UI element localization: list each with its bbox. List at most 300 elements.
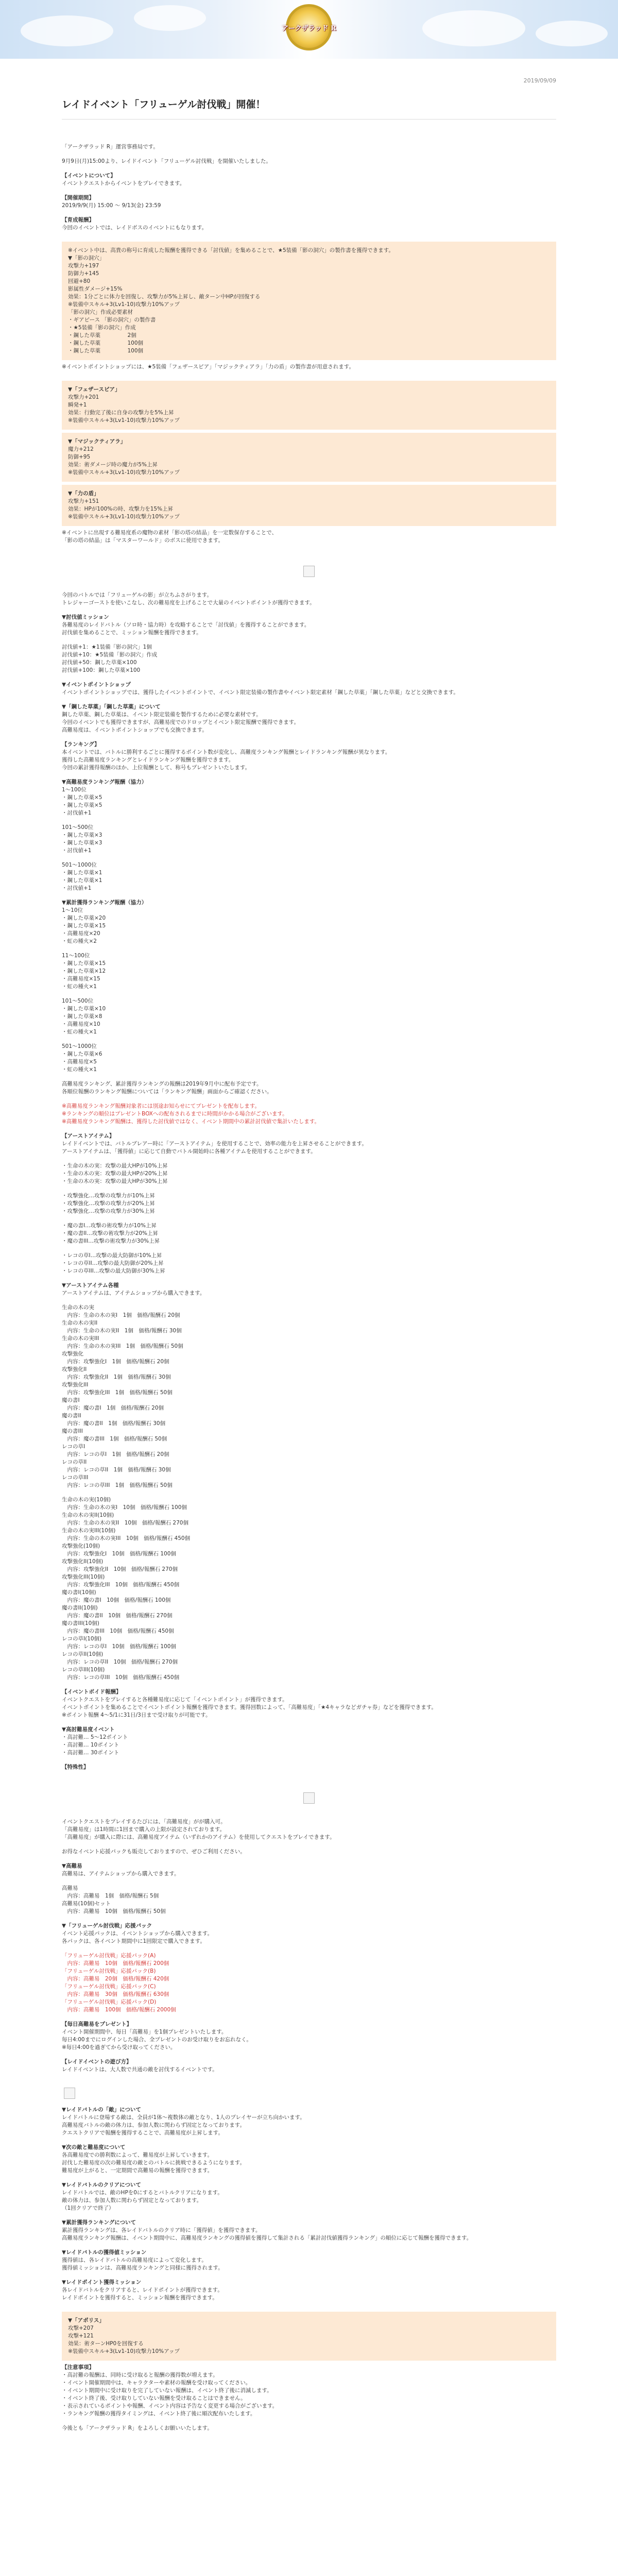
paragraph	[62, 1162, 556, 1185]
text-line: 11～100位	[62, 953, 90, 959]
text-line: 効果：1分ごとに体力を回復し、攻撃力が5%上昇し、敵ターン中HPが回復する	[68, 294, 261, 300]
text-line: 「影の塔の結晶」は「マスターワールド」のボスに使用できます。	[62, 537, 224, 544]
spacer	[62, 1245, 556, 1252]
text-line: 2019/9/9(月) 15:00 ～ 9/13(金) 23:59	[62, 202, 161, 209]
paragraph	[62, 216, 556, 232]
text-line: 高難易度バトルの敵の体力は、参加人数に関わらず固定となっております。	[62, 2122, 245, 2128]
text-line: 生命の木の実(10個)	[62, 1497, 111, 1503]
spacer	[62, 1945, 556, 1952]
spacer	[62, 1096, 556, 1103]
text-line: ※イベントポイントショップには、★5装備「フェザースピア」「マジックティアラ」「力の盾」の製作書が用意されます。	[62, 364, 354, 370]
broken-image-icon	[303, 566, 315, 577]
text-line: ▼「フェザースピア」	[68, 386, 121, 393]
text-line: 高難易度は、イベントポイントショップでも交換できます。	[62, 727, 208, 733]
text-line: 内容：生命の木の実III 1個 価格/報酬石 50個	[62, 1343, 183, 1349]
spacer	[62, 855, 556, 861]
paragraph	[62, 861, 556, 892]
text-line: ・虹の種火×1	[62, 984, 97, 990]
text-line: 内容：レコの草III 1個 価格/報酬石 50個	[62, 1482, 173, 1488]
spacer	[62, 2052, 556, 2058]
text-line: ・高討難… 10ポイント	[62, 1742, 119, 1748]
text-line: 【注意事項】	[62, 2364, 94, 2370]
text-line: 【イベントボイド報酬】	[62, 1689, 122, 1695]
text-line: 討伐した難易度の次の難易度の敵とのバトルに挑戦できるようになります。	[62, 2160, 245, 2166]
spacer	[62, 2175, 556, 2181]
paragraph	[62, 1132, 556, 1156]
paragraph	[62, 997, 556, 1036]
text-line: 内容：魔の書III 1個 価格/報酬石 50個	[62, 1436, 167, 1442]
text-line: イベント開催期間中、毎日「高難易」を1個プレゼントいたします。	[62, 2029, 227, 2035]
text-line: ▼次の敵と難易度について	[62, 2144, 126, 2150]
text-line: ※装備中スキル+3(Lv1-10)攻撃力10%アップ	[68, 301, 180, 308]
text-line: ・鋼した草薬×15	[62, 923, 106, 929]
text-line: 討伐値+10：★5装備「影の洞穴」作成	[62, 652, 158, 658]
text-line: ・高難易度×15	[62, 976, 100, 982]
text-line: イベントクエストからイベントをプレイできます。	[62, 180, 185, 187]
spacer	[62, 210, 556, 216]
text-line: ▼レイドバトルのクリアについて	[62, 2182, 141, 2188]
text-line: トレジャーゴーストを使いこなし、次の難易度を上げることで大量のイベントポイントが獲得できます。	[62, 600, 315, 606]
text-line: 内容：魔の書I 1個 価格/報酬石 20個	[62, 1405, 164, 1411]
spacer	[62, 1036, 556, 1043]
text-line: 高難易は、アイテムショップから購入できます。	[62, 1871, 180, 1877]
text-line: ・鋼した草薬×20	[62, 915, 106, 921]
broken-image-icon	[303, 1792, 315, 1804]
text-line: ▼「鋼した草薬」「鋼した草薬」について	[62, 704, 161, 710]
text-line: 「フリューゲル討伐戦」応援パック(C)	[62, 1984, 156, 1990]
text-line: ※装備中スキル+3(Lv1-10)攻撃力10%アップ	[68, 514, 180, 520]
text-line: 魔の書I	[62, 1397, 80, 1403]
text-line: 攻撃強化III(10個)	[62, 1574, 105, 1580]
text-line: 【イベントについて】	[62, 173, 116, 179]
text-line: ▼「影の洞穴」	[68, 255, 105, 261]
paragraph	[62, 1304, 556, 1489]
text-line: ・鋼した草薬 2個	[68, 332, 136, 338]
text-line: 1～10位	[62, 907, 83, 913]
text-line: 獲得値は、各レイドバトルの高難易度によって変化します。	[62, 2257, 207, 2263]
text-line: 本イベントでは、バトルに勝利するごとに獲得するポイント数が変化し、高難度ランキング報酬とレイドランキング報酬が異なります。	[62, 749, 391, 755]
text-line: 今回のバトルでは「フリューゲルの影」が立ちふさがります。	[62, 592, 213, 598]
paragraph	[62, 1952, 556, 2014]
paragraph	[62, 172, 556, 188]
text-line: 攻撃強化(10個)	[62, 1543, 100, 1549]
text-line: 内容：魔の書II 1個 価格/報酬石 30個	[62, 1420, 166, 1427]
text-line: 今回の累計獲得報酬のほか、上位報酬として、称号もプレゼントいたします。	[62, 765, 251, 771]
spacer	[62, 945, 556, 952]
text-line: ・高討難… 5～12ポイント	[62, 1734, 128, 1740]
text-line: レコの草I	[62, 1444, 85, 1450]
text-line: 内容：魔の書III 10個 価格/報酬石 450個	[62, 1628, 174, 1634]
text-line: ※ポイント報酬 4～5/1に31日/3日まで受け取りが可能です。	[62, 1712, 211, 1718]
text-line: 内容：レコの草III 10個 価格/報酬石 450個	[62, 1674, 180, 1681]
text-line: 魔の書III(10個)	[62, 1620, 99, 1626]
text-line: ・魔の書III…攻撃の術攻撃力が30%上昇	[62, 1238, 160, 1244]
text-line: 敵の体力は、参加人数に関わらず固定となっております。	[62, 2197, 202, 2204]
text-line: レイドイベントは、大人数で共通の敵を討伐するイベントです。	[62, 2066, 218, 2073]
text-line: 内容：高難易 20個 価格/報酬石 420個	[62, 1976, 169, 1982]
paragraph	[62, 1818, 556, 1841]
text-line: お得なイベント応援パックも販売しておりますので、ぜひご利用ください。	[62, 1849, 246, 1855]
text-line: ・高討難… 30ポイント	[62, 1750, 119, 1756]
text-line: 攻撃力+201	[68, 394, 99, 400]
text-line: 内容：生命の木の実II 1個 価格/報酬石 30個	[62, 1328, 182, 1334]
article-date: 2019/09/09	[523, 77, 556, 84]
text-line: 魔の書I(10個)	[62, 1589, 96, 1596]
text-line: レイドバトルでは、敵のHPを0にするとバトルクリアになります。	[62, 2190, 223, 2196]
paragraph	[62, 194, 556, 210]
text-line: ・レコの草III…攻撃の最大防御が30%上昇	[62, 1268, 165, 1274]
spacer	[62, 1074, 556, 1080]
text-line: 内容：生命の木の実I 1個 価格/報酬石 20個	[62, 1312, 180, 1318]
spacer	[62, 817, 556, 824]
text-line: ・鋼した草薬×1	[62, 870, 102, 876]
text-line: 「フリューゲル討伐戦」応援パック(A)	[62, 1953, 156, 1959]
spacer	[62, 1682, 556, 1688]
article-title: レイドイベント「フリューゲル討伐戦」開催！	[62, 90, 556, 120]
spacer	[62, 1856, 556, 1862]
text-line: 効果：HPが100%の時、攻撃力を15%上昇	[68, 506, 174, 512]
text-line: ・生命の木の実：攻撃の最大HPが30%上昇	[62, 1178, 168, 1184]
text-line: ▼「アポリス」	[68, 2317, 105, 2324]
text-line: ・鋼した草薬×10	[62, 1006, 106, 1012]
spacer	[62, 772, 556, 778]
text-line: ・鋼した草薬×5	[62, 802, 102, 808]
text-line: 獲得値ミッションは、高難易度ランキングと同様に獲得されます。	[62, 2265, 224, 2271]
spacer	[62, 674, 556, 681]
text-line: 内容：高難易 30個 価格/報酬石 630個	[62, 1991, 169, 1997]
text-line: 1～100位	[62, 787, 87, 793]
item-info-box	[62, 485, 556, 526]
spacer	[62, 2432, 556, 2439]
text-line: 累計獲得ランキングは、各レイドバトルのクリア時に「獲得値」を獲得できます。	[62, 2227, 261, 2233]
text-line: ▼イベントポイントショップ	[62, 682, 131, 688]
text-line: 内容：魔の書II 10個 価格/報酬石 270個	[62, 1613, 173, 1619]
text-line: 内容：攻撃強化III 10個 価格/報酬石 450個	[62, 1582, 180, 1588]
text-line: 「高難易度」が購入に際には、高難易度アイテム（いずれかのアイテム）を使用してクエストをプレイできます。	[62, 1834, 335, 1840]
paragraph	[62, 529, 556, 545]
paragraph	[62, 143, 556, 151]
paragraph	[62, 2144, 556, 2175]
text-line: 高難易度ランキング報酬は、イベント期間中に、高難易度ランキングの獲得値を獲得して集計される「累計討伐値獲得ランキング」の順位に応じて報酬を獲得できます。	[62, 2235, 472, 2241]
spacer	[62, 1297, 556, 1304]
text-line: 攻撃+207	[68, 2325, 94, 2331]
text-line: 【レイドイベントの遊び方】	[62, 2059, 132, 2065]
text-line: 501～1000位	[62, 862, 97, 868]
text-line: ・イベント開催期間中は、キャラクターや素材の報酬を受け取ってください。	[62, 2380, 251, 2386]
text-line: 攻撃力+151	[68, 498, 99, 504]
text-line: 瞬発+1	[68, 402, 87, 408]
text-line: クエストクリアで報酬を獲得することで、高難易度が上昇します。	[62, 2130, 224, 2136]
text-line: ・高難易度×10	[62, 1021, 100, 1027]
item-info-box	[62, 2312, 556, 2361]
text-line: 今回のイベントでも獲得できますが、高難易度でのドロップとイベント限定報酬で獲得できます。	[62, 719, 299, 725]
text-line: レコの草III(10個)	[62, 1667, 105, 1673]
text-line: ▼「力の盾」	[68, 490, 99, 497]
text-line: 101～500位	[62, 998, 94, 1004]
text-line: ▼累計獲得ランキングについて	[62, 2219, 136, 2226]
text-line: ※イベント中は、高貴の称号に育成した報酬を獲得できる「討伐値」を集めることで、★5装備「影の洞穴」の製作書を獲得できます。	[68, 247, 394, 253]
text-line: ・虹の種火×2	[62, 938, 97, 944]
text-line: 影属性ダメージ+15%	[68, 286, 123, 292]
text-line: ・ギアピース 「影の洞穴」の製作書	[68, 317, 156, 323]
text-line: 501～1000位	[62, 1043, 97, 1049]
paragraph	[62, 2425, 556, 2432]
spacer	[62, 1275, 556, 1282]
paragraph	[62, 2249, 556, 2272]
text-line: 生命の木の実	[62, 1304, 94, 1311]
text-line: 魔力+212	[68, 446, 94, 452]
text-line: 「影の洞穴」作成必要素材	[68, 309, 133, 315]
text-line: 生命の木の実II(10個)	[62, 1512, 114, 1518]
text-line: 内容：攻撃強化I 10個 価格/報酬石 100個	[62, 1551, 176, 1557]
text-line: ・高難易度×5	[62, 1059, 97, 1065]
text-line: 「アークザラッド R」運営事務局です。	[62, 144, 159, 150]
text-line: レコの草II(10個)	[62, 1651, 104, 1657]
text-line: 「フリューゲル討伐戦」応援パック(D)	[62, 1999, 157, 2005]
text-line: ・生命の木の実：攻撃の最大HPが20%上昇	[62, 1171, 168, 1177]
text-line: ・鋼した草薬×12	[62, 968, 106, 974]
text-line: 内容：高難易 1個 価格/報酬石 5個	[62, 1893, 159, 1899]
spacer	[62, 1185, 556, 1192]
text-line: ・鋼した草薬×6	[62, 1051, 102, 1057]
text-line: （1回クリアで終了）	[62, 2205, 114, 2211]
cloud-decoration	[536, 21, 608, 46]
paragraph	[62, 1885, 556, 1916]
text-line: 内容：レコの草I 10個 価格/報酬石 100個	[62, 1643, 176, 1650]
text-line: ・討伐値+1	[62, 848, 92, 854]
text-line: ※装備中スキル+3(Lv1-10)攻撃力10%アップ	[68, 417, 180, 423]
spacer	[62, 697, 556, 703]
spacer	[62, 371, 556, 378]
text-line: 討伐値を集めることで、ミッション報酬を獲得できます。	[62, 630, 202, 636]
spacer	[62, 232, 556, 239]
text-line: 各パックは、各イベント期間中に1回限定で購入できます。	[62, 1938, 205, 1944]
text-line: 内容：高難易 100個 価格/報酬石 2000個	[62, 2007, 176, 2013]
text-line: 生命の木の実III	[62, 1335, 99, 1342]
spacer	[62, 151, 556, 158]
site-header	[0, 0, 618, 59]
text-line: 内容：生命の木の実II 10個 価格/報酬石 270個	[62, 1520, 188, 1526]
text-line: 各順位報酬のランキング報酬については「ランキング報酬」画面からご確認ください。	[62, 1089, 272, 1095]
text-line: ・攻撃強化…攻撃の攻撃力が20%上昇	[62, 1200, 155, 1207]
article-body	[62, 143, 556, 2439]
paragraph	[62, 2219, 556, 2242]
text-line: ・表示されているポイントや報酬、イベント内容は予告なく変更する場合がございます。	[62, 2403, 278, 2409]
text-line: ・高難易度×20	[62, 930, 100, 937]
text-line: 生命の木の実III(10個)	[62, 1528, 116, 1534]
text-line: 難易度が上がると、一定期間で高難易の報酬を獲得できます。	[62, 2167, 213, 2174]
spacer	[62, 1841, 556, 1848]
text-line: 効果：行動完了後に自身の攻撃力を5%上昇	[68, 410, 174, 416]
paragraph	[62, 1043, 556, 1074]
text-line: 【毎日高難易をプレゼント】	[62, 2021, 132, 2027]
spacer	[62, 1719, 556, 1726]
paragraph	[62, 899, 556, 945]
spacer	[62, 1126, 556, 1132]
text-line: イベントクエストをプレイすると各種難易度に応じて「イベントポイント」が獲得できます。	[62, 1697, 288, 1703]
paragraph	[62, 1726, 556, 1757]
game-logo[interactable]	[281, 3, 337, 55]
text-line: ※イベントに出現する難易度系の魔物の素材「影の塔の結晶」を一定数保存することで、	[62, 530, 278, 536]
text-line: 攻撃+121	[68, 2333, 94, 2339]
cloud-decoration	[21, 15, 113, 46]
text-line: 内容：高難易 10個 価格/報酬石 200個	[62, 1960, 169, 1967]
spacer	[62, 1757, 556, 1764]
text-line: 攻撃力+197	[68, 263, 99, 269]
paragraph	[62, 1922, 556, 1945]
text-line: 攻撃強化III	[62, 1382, 89, 1388]
text-line: 「フリューゲル討伐戦」応援パック(B)	[62, 1968, 156, 1974]
paragraph	[62, 1688, 556, 1719]
text-line: 【ランキング】	[62, 741, 100, 748]
text-line: 【開催期間】	[62, 195, 94, 201]
text-line: 鋼した草薬、鋼した草薬は、イベント限定装備を製作するために必要な素材です。	[62, 711, 262, 718]
text-line: イベントポイントを集めることでイベントポイント報酬を獲得できます。獲得回数によって、「高難易度」「★4キャラなどガチャ券」などを獲得できます。	[62, 1704, 437, 1710]
text-line: 今後とも「アークザラッド R」をよろしくお願いいたします。	[62, 2425, 213, 2431]
text-line: アーストアイテムは、「獲得値」に応じて自動でバトル開始時に各種アイテムを使用することができます。	[62, 1148, 316, 1155]
text-line: レコの草III	[62, 1475, 89, 1481]
paragraph	[62, 1862, 556, 1878]
text-line: 内容：魔の書I 10個 価格/報酬石 100個	[62, 1597, 171, 1603]
paragraph	[62, 2021, 556, 2052]
item-info-box	[62, 381, 556, 430]
text-line: ※高難易度ランキング報酬対象者には別途お知らせにてプレゼントを配布します。	[62, 1103, 260, 1109]
text-line: 【特殊性】	[62, 1764, 89, 1770]
paragraph	[62, 2181, 556, 2212]
text-line: 内容：攻撃強化III 1個 価格/報酬石 50個	[62, 1389, 173, 1396]
text-line: 内容：レコの草II 10個 価格/報酬石 270個	[62, 1659, 178, 1665]
text-line: ※高難易度ランキング報酬は、獲得した討伐値ではなく、イベント期間中の累計討伐値で集計いたします。	[62, 1118, 320, 1125]
text-line: 討伐値+100：鋼した草薬×100	[62, 667, 141, 673]
text-line: ※ランキングの順位はプレゼントBOXへの配布されるまでに時間がかかる場合がございます。	[62, 1111, 288, 1117]
text-line: ▼討伐値ミッション	[62, 614, 109, 620]
paragraph	[62, 1103, 556, 1126]
text-line: レイドポイントを獲得すると、ミッション報酬を獲得できます。	[62, 2295, 218, 2301]
spacer	[62, 165, 556, 172]
text-line: ・鋼した草薬×5	[62, 794, 102, 801]
text-line: ・鋼した草薬×3	[62, 832, 102, 838]
text-line: 内容：レコの草I 1個 価格/報酬石 20個	[62, 1451, 169, 1458]
paragraph	[62, 363, 556, 371]
text-line: 防御+95	[68, 454, 91, 460]
text-line: イベント応援パックは、イベントショップから購入できます。	[62, 1930, 213, 1937]
text-line: 内容：生命の木の実III 10個 価格/報酬石 450個	[62, 1535, 191, 1541]
spacer	[62, 1916, 556, 1922]
text-line: ▼「フリューゲル討伐戦」応援パック	[62, 1923, 152, 1929]
text-line: 魔の書II	[62, 1413, 81, 1419]
text-line: ・討伐値+1	[62, 810, 92, 816]
text-line: 毎日4:00までにログインした場合、全プレゼントのお受け取りをお忘れなく。	[62, 2037, 252, 2043]
text-line: 討伐値+1：★1装備「影の洞穴」1個	[62, 644, 152, 650]
article	[62, 77, 556, 2439]
paragraph	[62, 1222, 556, 1245]
text-line: 【アーストアイテム】	[62, 1133, 115, 1139]
text-line: ▼レイドバトルの「敵」について	[62, 2107, 141, 2113]
paragraph	[62, 643, 556, 674]
paragraph	[62, 158, 556, 165]
paragraph	[62, 952, 556, 991]
paragraph	[62, 824, 556, 855]
spacer	[62, 1771, 556, 1778]
text-line: アーストアイテムは、アイテムショップから購入できます。	[62, 1290, 205, 1296]
text-line: 高難易(10個)セット	[62, 1901, 111, 1907]
spacer	[62, 188, 556, 194]
text-line: ・レコの草II…攻撃の最大防御が20%上昇	[62, 1260, 164, 1266]
text-line: 内容：攻撃強化II 1個 価格/報酬石 30個	[62, 1374, 171, 1380]
text-line: 攻撃強化	[62, 1351, 83, 1357]
text-line: ・虹の種火×1	[62, 1066, 97, 1073]
text-line: 【育成報酬】	[62, 217, 94, 223]
text-line: ▼アーストアイテム各種	[62, 1282, 119, 1289]
text-line: ・鋼した草薬 100個	[68, 340, 144, 346]
text-line: レイドイベントでは、バトルブレアー時に「アーストアイテム」を使用することで、効率の能力を上昇させることができます。	[62, 1141, 367, 1147]
text-line: レコの草I(10個)	[62, 1636, 102, 1642]
text-line: 攻撃強化II	[62, 1366, 87, 1372]
text-line: 攻撃強化II(10個)	[62, 1558, 104, 1565]
text-line: 高難易	[62, 1885, 78, 1891]
text-line: 今回のイベントでは、レイドボスのイベントにもなります。	[62, 225, 208, 231]
text-line: 獲得した高難易度ランキングとレイドランキング報酬を獲得できます。	[62, 757, 234, 763]
text-line: ・ランキング報酬の獲得タイミングは、イベント終了後に順次配布いたします。	[62, 2411, 256, 2417]
spacer	[62, 637, 556, 643]
text-line: ▼高難易度ランキング報酬（協力）	[62, 779, 147, 785]
text-line: 高難易度ランキング、累計獲得ランキングの報酬は2019年9月中に配布予定です。	[62, 1081, 262, 1087]
spacer	[62, 1156, 556, 1162]
paragraph	[62, 1764, 556, 1771]
paragraph	[62, 591, 556, 607]
text-line: 内容：高難易 10個 価格/報酬石 50個	[62, 1908, 166, 1914]
paragraph	[62, 614, 556, 637]
text-line: ・鋼した草薬×3	[62, 840, 102, 846]
text-line: ▼レイドバトルの獲得値ミッション	[62, 2249, 147, 2256]
text-line: ・虹の種火×1	[62, 1029, 97, 1035]
text-line: 生命の木の実II	[62, 1320, 98, 1326]
paragraph	[62, 1848, 556, 1856]
text-line: ・イベント終了後、受け取りしていない報酬を受け取ることはできません。	[62, 2395, 246, 2401]
text-line: ※装備中スキル+3(Lv1-10)攻撃力10%アップ	[68, 469, 180, 476]
text-line: 効果：術ダメージ時の魔力が5%上昇	[68, 462, 158, 468]
spacer	[62, 2212, 556, 2219]
text-line: ・魔の書II…攻撃の術攻撃力が20%上昇	[62, 1230, 159, 1236]
text-line: ・鋼した草薬×1	[62, 877, 102, 884]
text-line: ・レコの草I…攻撃の最大防御が10%上昇	[62, 1252, 162, 1259]
spacer	[62, 2137, 556, 2144]
spacer	[62, 1878, 556, 1885]
paragraph	[62, 2106, 556, 2137]
spacer	[62, 607, 556, 614]
spacer	[62, 1215, 556, 1222]
text-line: ▼高難易	[62, 1863, 82, 1869]
text-line: ・鋼した草薬×15	[62, 960, 106, 967]
item-info-box	[62, 433, 556, 482]
paragraph	[62, 2279, 556, 2302]
text-line: イベントクエストをプレイするたびには、「高難易度」がが購入可。	[62, 1819, 226, 1825]
paragraph	[62, 1192, 556, 1215]
spacer	[62, 1489, 556, 1496]
text-line: ▼「マジックティアラ」	[68, 438, 126, 445]
text-line: ・★5装備「影の洞穴」作成	[68, 325, 136, 331]
text-line: レコの草II	[62, 1459, 87, 1465]
item-info-box	[62, 242, 556, 360]
spacer	[62, 991, 556, 997]
spacer	[62, 2074, 556, 2080]
text-line: 内容：レコの草II 1個 価格/報酬石 30個	[62, 1467, 171, 1473]
text-line: ・生命の木の実：攻撃の最大HPが10%上昇	[62, 1163, 168, 1169]
spacer	[62, 2014, 556, 2021]
paragraph	[62, 1282, 556, 1297]
spacer	[62, 2302, 556, 2309]
text-line: 9月9日(月)15:00より、レイドイベント「フリューゲル討伐戦」を開催いたしました。	[62, 158, 271, 164]
